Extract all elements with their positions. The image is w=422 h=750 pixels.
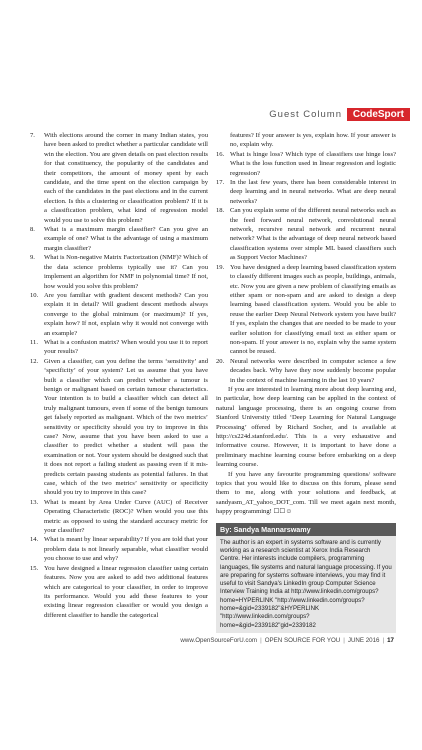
question-item: 14. What is meant by linear separability? If you are told that your problem data is not linearly separable, what classifier would you choose to use and why? bbox=[30, 536, 208, 563]
page-header bbox=[0, 108, 422, 122]
question-item: 12. Given a classifier, can you define the terms ‘sensitivity’ and ‘specificity’ of your system? Let us assume that you have built a classifier which can predict whether a tumour is benign or malignant based on certain tumour characteristics. Your intention is to build a classifier which can detect all truly malignant tumours, even if some of the benign tumours get falsely reported as malignant. Which of the two metrics’ sensitivity or specificity should you try to improve in this case? Now, assume that you have been asked to use a classifier to predict whether a student will pass the examination or not. Your system should be designed such that it does not report a failing student as passing even if it mis-predicts certain passing students as potential failures. In that case, which of the two metrics’ sensitivity or specificity should you try to improve in this case? bbox=[30, 357, 208, 497]
question-item: 9. What is Non-negative Matrix Factorization (NMF)? Which of the data science problems typically use it? Can you implement an algorithm for NMF in polynomial time? If not, how would you solve this problem? bbox=[30, 254, 208, 290]
question-continuation: features? If your answer is yes, explain how. If your answer is no, explain why. bbox=[230, 132, 396, 149]
question-item: 17. In the last few years, there has been considerable interest in deep learning and in neural networks. What are deep neural networks? bbox=[216, 179, 396, 205]
right-column bbox=[216, 131, 396, 633]
question-item: 13. What is meant by Area Under Curve (AUC) of Receiver Operating Characteristic (ROC)? When would you use this metric as opposed to using the standard accuracy metric for your classifier? bbox=[30, 498, 208, 535]
question-item: 20. Neural networks were described in computer science a few decades back. Why have they now suddenly become popular in the context of machine learning in the last 10 years? bbox=[216, 357, 396, 384]
question-item: 8. What is a maximum margin classifier? Can you give an example of one? What is the advantage of using a maximum margin classifier? bbox=[30, 226, 208, 252]
question-item: 19. You have designed a deep learning based classification system to classify different images such as people, buildings, animals, etc. Now you are given a new problem of classifying emails as either spam or non-spam and are asked to design a deep learning based classification system. Would you be able to reuse the earlier Deep Neural Network system you have built? If yes, explain the changes that are needed to be made to your earlier solution for classifying email text as either spam or non-spam. If your answer is no, explain why the same system cannot be reused. bbox=[216, 263, 396, 356]
author-bio-box bbox=[216, 523, 396, 633]
question-item: 7. With elections around the corner in many Indian states, you have been asked to predict whether a particular candidate will win the election. You are given details on past election results for that constituency, the popularity of the candidates and their competitors, the amount of money spent by each candidate, and the time spent on the election campaign by each of the candidates in the past elections and in the current election. Is this a clustering or classification problem? If it is a classification problem, what kind of regression model would you use to solve this problem? bbox=[30, 132, 208, 224]
footer-magazine: OPEN SOURCE FOR YOU bbox=[264, 637, 341, 644]
author-bio-text: The author is an expert in systems software and is currently working as a research scientist at Xerox India Research Centre. Her interests include compilers, programming languages, file systems and natural language processing. If you are preparing for systems software interviews, you may find it useful to visit Sandya's LinkedIn group Computer Science Interview Training India at http://www.linkedin.com/groups?home=HYPERLINK "http://www.linkedin.com/groups?home=&gid=2339182"&HYPERLINK "http://www.linkedin.com/groups?home=&gid=2339182"gid=2339182 bbox=[216, 536, 396, 633]
body-paragraph: If you have any favourite programming questions/ software topics that you would like to discuss on this forum, please send them to me, along with your solutions and feedback, at sandyasm_AT_yahoo_DOT_com. Till we meet again next month, happy programming! ☐☐☺ bbox=[216, 470, 396, 516]
page-footer: www.OpenSourceForU.com | OPEN SOURCE FOR YOU | JUNE 2016 | 17 bbox=[180, 637, 394, 644]
question-item: 16. What is hinge loss? Which type of classifiers use hinge loss? What is the loss function used in linear regression and logistic regression? bbox=[216, 150, 396, 177]
question-item: 18. Can you explain some of the different neural networks such as the feed forward neural network, convolutional neural network, recursive neural network and recurrent neural network? What is the advantage of deep neural network based classification systems over simple ML based classifiers such as Support Vector Machines? bbox=[216, 207, 396, 262]
guest-column-label: Guest Column bbox=[269, 109, 342, 120]
question-item: 15. You have designed a linear regression classifier using certain features. Now you are asked to add two additional features which are categorical to your classifier, in order to improve its performance. Would you add these features to your existing linear regression classifier or would you design a different classifier to handle the categorical bbox=[30, 564, 208, 619]
footer-date: JUNE 2016 bbox=[347, 637, 380, 644]
body-paragraph: If you are interested in learning more about deep learning and, in particular, how deep learning can be applied in the context of natural language processing, there is an ongoing course from Stanford University titled ‘Deep Learning for Natural Language Processing’ offered by Richard Socher, and is available at http://cs224d.stanford.edu/. This is a very exhaustive and informative course. However, it is important to have done a preliminary machine learning course before embarking on a deep learning course. bbox=[216, 385, 396, 469]
question-item: 10. Are you familiar with gradient descent methods? Can you explain it in detail? Will gradient descent methods always converge to the global minimum (or maximum)? If yes, explain how? If not, explain why it would not converge with an example? bbox=[30, 291, 208, 337]
question-item: 11. What is a confusion matrix? When would you use it to report your results? bbox=[30, 338, 208, 356]
author-bio-title: By: Sandya Mannarswamy bbox=[216, 523, 396, 536]
codesport-tag: CodeSport bbox=[347, 108, 410, 121]
footer-site: www.OpenSourceForU.com bbox=[180, 637, 258, 644]
left-column bbox=[30, 131, 208, 620]
page-number: 17 bbox=[387, 637, 394, 644]
